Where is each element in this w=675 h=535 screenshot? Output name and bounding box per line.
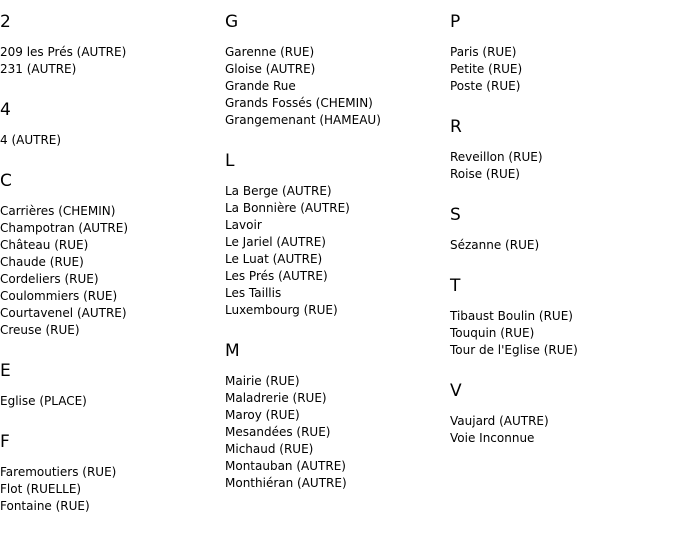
street-entry-link[interactable]: Garenne (RUE) [225,45,315,59]
street-entry-link[interactable]: Vaujard (AUTRE) [450,414,549,428]
street-list [225,171,445,319]
street-list [0,120,220,149]
street-entry-link[interactable]: Voie Inconnue [450,431,535,445]
street-entry-link[interactable]: Luxembourg (RUE) [225,303,338,317]
letter-group [450,0,670,95]
index-column-1 [0,0,220,525]
street-entry-link[interactable]: Le Luat (AUTRE) [225,252,323,266]
section-letter-heading: P [450,12,461,32]
street-entry-link[interactable]: Flot (RUELLE) [0,482,82,496]
street-entry-link[interactable]: Mairie (RUE) [225,374,300,388]
street-entry-link[interactable]: Fontaine (RUE) [0,499,90,513]
section-letter-heading: R [450,117,462,137]
letter-group [225,0,445,129]
street-list [0,191,220,339]
section-letter-heading: V [450,381,462,401]
street-entry-link[interactable]: Les Prés (AUTRE) [225,269,328,283]
letter-group [0,0,220,78]
street-entry-link[interactable]: Paris (RUE) [450,45,517,59]
letter-group [0,88,220,149]
street-list [450,401,670,447]
street-entry-link[interactable]: Maroy (RUE) [225,408,300,422]
street-list [450,32,670,95]
street-entry-link[interactable]: Tour de l'Eglise (RUE) [450,343,578,357]
street-list [225,32,445,129]
letter-group [450,105,670,183]
street-entry-link[interactable]: Les Taillis [225,286,282,300]
letter-group [225,329,445,492]
letter-group [450,369,670,447]
street-entry-link[interactable]: 209 les Prés (AUTRE) [0,45,127,59]
street-entry-link[interactable]: Reveillon (RUE) [450,150,543,164]
street-entry-link[interactable]: Montauban (AUTRE) [225,459,346,473]
street-entry-link[interactable]: Grands Fossés (CHEMIN) [225,96,373,110]
section-letter-heading: S [450,205,461,225]
letter-group [225,139,445,319]
section-letter-heading: E [0,361,11,381]
street-list [0,32,220,78]
street-entry-link[interactable]: Lavoir [225,218,262,232]
street-entry-link[interactable]: Roise (RUE) [450,167,520,181]
letter-group [0,420,220,515]
street-entry-link[interactable]: Faremoutiers (RUE) [0,465,117,479]
street-entry-link[interactable]: 4 (AUTRE) [0,133,62,147]
street-list [0,381,220,410]
section-letter-heading: G [225,12,239,32]
street-entry-link[interactable]: Le Jariel (AUTRE) [225,235,326,249]
street-list [0,452,220,515]
street-entry-link[interactable]: Maladrerie (RUE) [225,391,327,405]
street-entry-link[interactable]: Grande Rue [225,79,296,93]
section-letter-heading: 2 [0,12,11,32]
letter-group [450,193,670,254]
street-entry-link[interactable]: La Bonnière (AUTRE) [225,201,350,215]
street-list [450,296,670,359]
street-entry-link[interactable]: Monthiéran (AUTRE) [225,476,347,490]
street-entry-link[interactable]: Cordeliers (RUE) [0,272,99,286]
street-entry-link[interactable]: Coulommiers (RUE) [0,289,118,303]
letter-group [450,264,670,359]
street-entry-link[interactable]: Champotran (AUTRE) [0,221,129,235]
street-entry-link[interactable]: Tibaust Boulin (RUE) [450,309,573,323]
street-entry-link[interactable]: Michaud (RUE) [225,442,314,456]
street-entry-link[interactable]: Carrières (CHEMIN) [0,204,116,218]
section-letter-heading: T [450,276,461,296]
index-column-3 [450,0,670,457]
letter-group [0,349,220,410]
street-entry-link[interactable]: Creuse (RUE) [0,323,80,337]
letter-group [0,159,220,339]
street-entry-link[interactable]: Sézanne (RUE) [450,238,540,252]
street-list [450,137,670,183]
street-entry-link[interactable]: Gloise (AUTRE) [225,62,316,76]
street-entry-link[interactable]: 231 (AUTRE) [0,62,77,76]
street-list [225,361,445,492]
street-entry-link[interactable]: Grangemenant (HAMEAU) [225,113,381,127]
street-entry-link[interactable]: Mesandées (RUE) [225,425,331,439]
street-entry-link[interactable]: La Berge (AUTRE) [225,184,332,198]
street-entry-link[interactable]: Poste (RUE) [450,79,521,93]
section-letter-heading: C [0,171,12,191]
street-entry-link[interactable]: Château (RUE) [0,238,89,252]
street-entry-link[interactable]: Eglise (PLACE) [0,394,87,408]
section-letter-heading: 4 [0,100,11,120]
section-letter-heading: F [0,432,10,452]
index-column-2 [225,0,445,502]
street-entry-link[interactable]: Courtavenel (AUTRE) [0,306,127,320]
street-entry-link[interactable]: Touquin (RUE) [450,326,535,340]
street-list [450,225,670,254]
section-letter-heading: M [225,341,240,361]
street-entry-link[interactable]: Chaude (RUE) [0,255,84,269]
section-letter-heading: L [225,151,235,171]
street-entry-link[interactable]: Petite (RUE) [450,62,523,76]
